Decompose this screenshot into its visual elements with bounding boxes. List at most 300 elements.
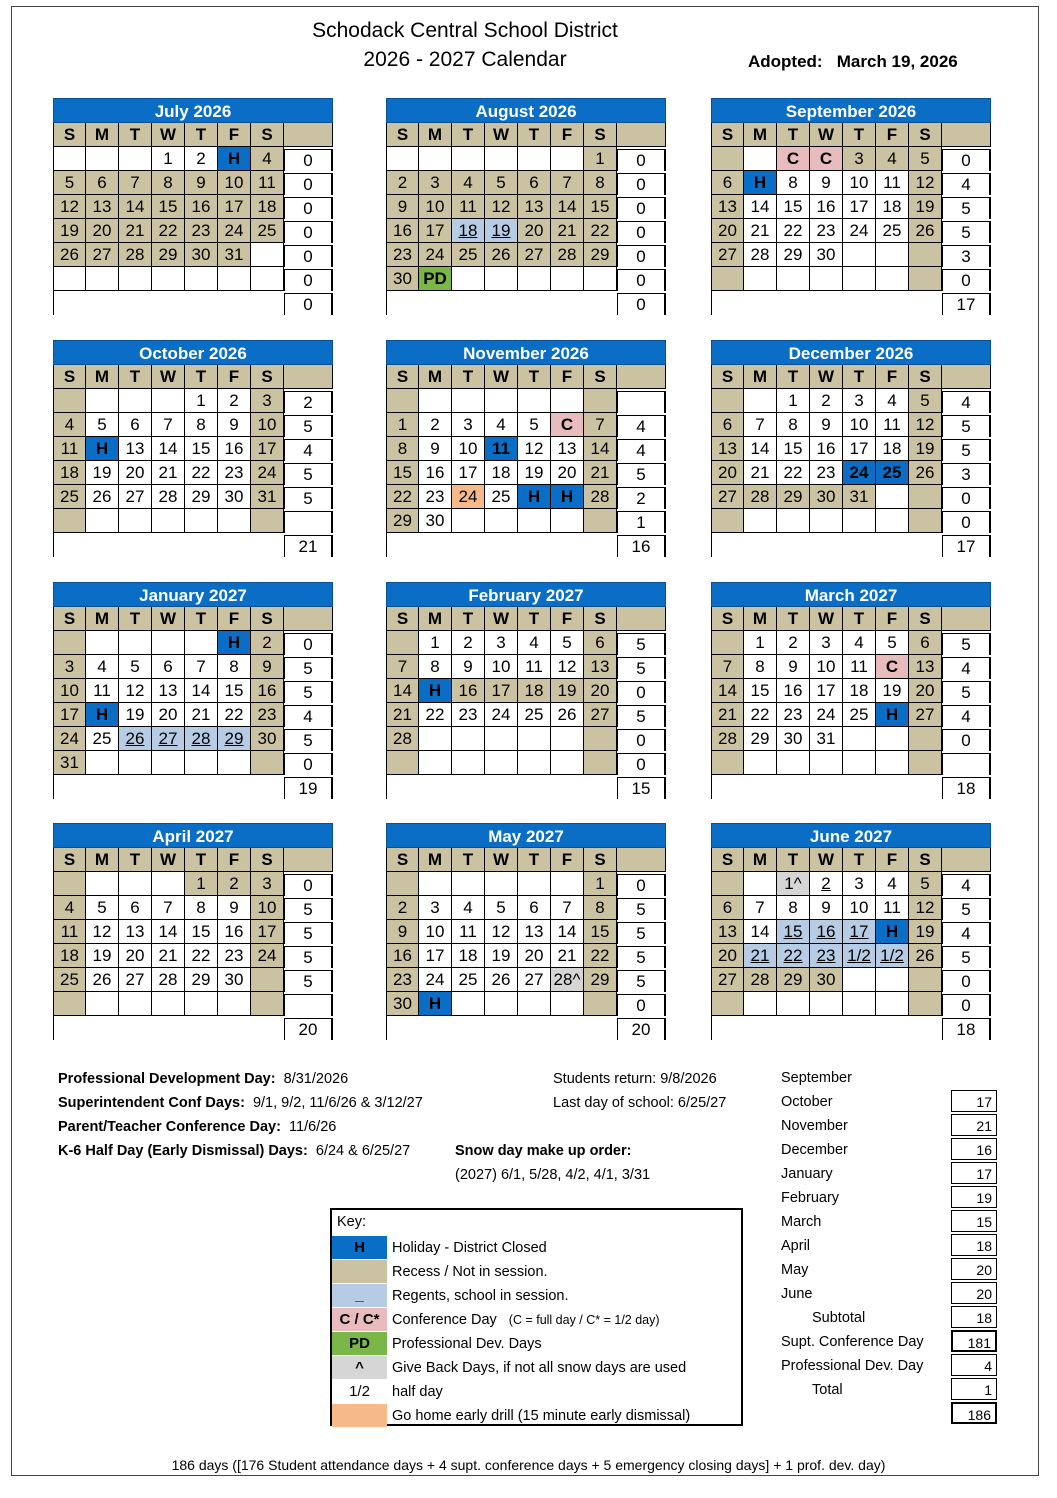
total-header [942, 607, 991, 631]
day-cell: 27 [86, 243, 119, 267]
day-cell: 29 [777, 968, 810, 992]
day-cell: 17 [419, 944, 452, 968]
day-cell: 13 [119, 437, 152, 461]
month-grid [711, 365, 991, 557]
day-cell: 7 [551, 171, 584, 195]
day-cell: H [218, 147, 251, 171]
week-total: 0 [942, 994, 991, 1016]
day-cell: 24 [810, 703, 843, 727]
month-total: 0 [284, 293, 333, 315]
day-cell: H [86, 437, 119, 461]
day-cell: 18 [452, 944, 485, 968]
day-cell: 11 [53, 920, 86, 944]
day-cell [810, 267, 843, 291]
day-cell: 11 [53, 437, 86, 461]
day-cell: 6 [711, 896, 744, 920]
day-cell: 30 [777, 727, 810, 751]
day-cell [810, 509, 843, 533]
totals-label: Subtotal [812, 1310, 866, 1326]
day-cell: 8 [152, 171, 185, 195]
blank-cell [711, 533, 744, 557]
weekday-header: T [518, 848, 551, 872]
month-header: May 2027 [386, 823, 666, 848]
week-total: 5 [617, 633, 666, 655]
day-cell: 25 [485, 485, 518, 509]
weekday-header: S [386, 607, 419, 631]
weekday-header: T [452, 848, 485, 872]
day-cell [452, 751, 485, 775]
blank-cell [86, 291, 119, 315]
week-total [284, 511, 333, 533]
weekday-header: S [711, 123, 744, 147]
day-cell [86, 992, 119, 1016]
weekday-header: S [711, 848, 744, 872]
day-cell: 25 [251, 219, 284, 243]
day-cell: 22 [584, 944, 617, 968]
day-cell: 2 [185, 147, 218, 171]
day-cell: 20 [119, 461, 152, 485]
day-cell [419, 751, 452, 775]
day-cell: 25 [518, 703, 551, 727]
day-cell: 5 [909, 389, 942, 413]
month-header: March 2027 [711, 582, 991, 607]
day-cell: 19 [485, 944, 518, 968]
day-cell: 26 [53, 243, 86, 267]
sc-label: Superintendent Conf Days: [58, 1095, 245, 1111]
weekday-header: T [452, 607, 485, 631]
blank-cell [711, 775, 744, 799]
day-cell: 17 [843, 195, 876, 219]
key-swatch: _ [332, 1284, 387, 1307]
day-cell: 4 [452, 171, 485, 195]
blank-cell [485, 533, 518, 557]
week-total: 0 [284, 149, 333, 171]
day-cell [53, 389, 86, 413]
day-cell: 9 [218, 413, 251, 437]
day-cell: 1 [185, 389, 218, 413]
weekday-header: F [551, 123, 584, 147]
day-cell [744, 992, 777, 1016]
blank-cell [152, 1016, 185, 1040]
totals-label: January [781, 1166, 833, 1182]
weekday-header: W [152, 365, 185, 389]
day-cell [711, 147, 744, 171]
blank-cell [744, 775, 777, 799]
month-november-2026 [386, 340, 666, 557]
blank-cell [218, 775, 251, 799]
day-cell: C [551, 413, 584, 437]
day-cell: 7 [584, 413, 617, 437]
day-cell [876, 751, 909, 775]
day-cell [909, 485, 942, 509]
blank-cell [909, 533, 942, 557]
totals-value: 16 [951, 1138, 997, 1160]
week-total: 2 [617, 487, 666, 509]
day-cell: 27 [909, 703, 942, 727]
day-cell [119, 509, 152, 533]
day-cell [584, 751, 617, 775]
day-cell: H [419, 992, 452, 1016]
day-cell: 27 [518, 968, 551, 992]
month-grid [53, 848, 333, 1040]
day-cell: 14 [551, 920, 584, 944]
day-cell: 7 [152, 896, 185, 920]
day-cell: 27 [119, 968, 152, 992]
day-cell [744, 751, 777, 775]
day-cell [744, 872, 777, 896]
day-cell: 9 [452, 655, 485, 679]
day-cell: 1 [584, 147, 617, 171]
week-total: 5 [284, 415, 333, 437]
month-grid [711, 607, 991, 799]
day-cell: 24 [53, 727, 86, 751]
day-cell: 29 [185, 968, 218, 992]
month-january-2027 [53, 582, 333, 799]
day-cell: 26 [86, 485, 119, 509]
day-cell: 28 [152, 485, 185, 509]
month-header: December 2026 [711, 340, 991, 365]
weekday-header: T [119, 123, 152, 147]
day-cell: 17 [485, 679, 518, 703]
day-cell [584, 509, 617, 533]
blank-cell [185, 1016, 218, 1040]
week-total: 4 [284, 705, 333, 727]
day-cell: 12 [909, 171, 942, 195]
day-cell: 29 [218, 727, 251, 751]
day-cell: H [744, 171, 777, 195]
day-cell [419, 727, 452, 751]
blank-cell [876, 533, 909, 557]
day-cell: 26 [909, 461, 942, 485]
day-cell: 24 [419, 968, 452, 992]
day-cell: 9 [777, 655, 810, 679]
day-cell [119, 631, 152, 655]
last-day: Last day of school: 6/25/27 [553, 1095, 727, 1111]
day-cell: 9 [386, 195, 419, 219]
day-cell [119, 751, 152, 775]
blank-cell [551, 533, 584, 557]
month-total: 19 [284, 777, 333, 799]
adopted-date: Adopted: March 19, 2026 [748, 52, 958, 71]
blank-cell [119, 291, 152, 315]
weekday-header: M [86, 365, 119, 389]
day-cell: 17 [218, 195, 251, 219]
day-cell: 17 [843, 437, 876, 461]
weekday-header: S [584, 607, 617, 631]
day-cell: 24 [218, 219, 251, 243]
weekday-header: T [777, 365, 810, 389]
day-cell [251, 243, 284, 267]
day-cell: 10 [251, 413, 284, 437]
day-cell: 22 [218, 703, 251, 727]
week-total [617, 391, 666, 413]
month-header: June 2027 [711, 823, 991, 848]
blank-cell [551, 775, 584, 799]
blank-cell [386, 1016, 419, 1040]
day-cell: 28 [119, 243, 152, 267]
day-cell: 5 [909, 147, 942, 171]
day-cell: 25 [53, 968, 86, 992]
blank-cell [551, 291, 584, 315]
week-total: 4 [617, 415, 666, 437]
day-cell [53, 267, 86, 291]
day-cell: 26 [485, 968, 518, 992]
day-cell: 15 [777, 920, 810, 944]
day-cell [551, 872, 584, 896]
day-cell: 16 [386, 944, 419, 968]
weekday-header: S [53, 365, 86, 389]
pd-label: Professional Development Day: [58, 1071, 276, 1087]
totals-label: February [781, 1190, 840, 1206]
day-cell: 14 [744, 920, 777, 944]
day-cell: 31 [251, 485, 284, 509]
day-cell: 20 [518, 944, 551, 968]
day-cell [843, 992, 876, 1016]
day-cell: 27 [518, 243, 551, 267]
week-total: 0 [284, 874, 333, 896]
weekday-header: W [152, 848, 185, 872]
blank-cell [909, 291, 942, 315]
day-cell: 29 [777, 243, 810, 267]
day-cell: 30 [810, 968, 843, 992]
month-grid [53, 365, 333, 557]
blank-cell [53, 533, 86, 557]
blank-cell [711, 1016, 744, 1040]
day-cell: 2 [218, 872, 251, 896]
blank-cell [53, 1016, 86, 1040]
weekday-header: S [53, 123, 86, 147]
day-cell [744, 267, 777, 291]
week-total: 0 [617, 269, 666, 291]
day-cell: 22 [185, 461, 218, 485]
day-cell [810, 751, 843, 775]
key-title: Key: [337, 1214, 367, 1230]
day-cell: 19 [876, 679, 909, 703]
day-cell: 21 [744, 944, 777, 968]
day-cell: 30 [185, 243, 218, 267]
day-cell: 3 [419, 171, 452, 195]
day-cell: 27 [584, 703, 617, 727]
day-cell: 12 [551, 655, 584, 679]
month-august-2026 [386, 98, 666, 315]
day-cell: 5 [551, 631, 584, 655]
day-cell: 23 [810, 461, 843, 485]
day-cell: 25 [452, 968, 485, 992]
calendar-year: 2026 - 2027 Calendar [363, 48, 567, 71]
day-cell: 28 [744, 485, 777, 509]
totals-value: 18 [951, 1234, 997, 1256]
day-cell: 17 [810, 679, 843, 703]
day-cell: 18 [876, 437, 909, 461]
weekday-header: S [584, 365, 617, 389]
day-cell: 11 [876, 413, 909, 437]
day-cell: 9 [810, 171, 843, 195]
totals-label: October [781, 1094, 833, 1110]
weekday-header: W [810, 848, 843, 872]
day-cell: 18 [843, 679, 876, 703]
month-grid [386, 123, 666, 315]
week-total: 5 [942, 681, 991, 703]
weekday-header: F [218, 123, 251, 147]
day-cell: 30 [386, 992, 419, 1016]
weekday-header: W [485, 848, 518, 872]
day-cell: 25 [53, 485, 86, 509]
week-total: 5 [284, 970, 333, 992]
day-cell [485, 727, 518, 751]
day-cell [876, 992, 909, 1016]
weekday-header: S [53, 848, 86, 872]
day-cell [218, 267, 251, 291]
blank-cell [843, 775, 876, 799]
day-cell: 27 [711, 243, 744, 267]
weekday-header: M [744, 365, 777, 389]
day-cell: 9 [218, 896, 251, 920]
key-swatch [332, 1404, 387, 1427]
day-cell: 16 [251, 679, 284, 703]
blank-cell [584, 1016, 617, 1040]
day-cell: 6 [86, 171, 119, 195]
day-cell: 21 [551, 944, 584, 968]
day-cell: 6 [711, 413, 744, 437]
day-cell: 25 [452, 243, 485, 267]
day-cell: H [518, 485, 551, 509]
weekday-header: M [744, 848, 777, 872]
totals-value: 186 [951, 1402, 997, 1424]
month-grid [711, 123, 991, 315]
day-cell: 30 [810, 243, 843, 267]
day-cell: 15 [777, 195, 810, 219]
day-cell [584, 389, 617, 413]
day-cell: 26 [485, 243, 518, 267]
day-cell: 17 [452, 461, 485, 485]
day-cell [53, 147, 86, 171]
day-cell: 14 [185, 679, 218, 703]
day-cell: 7 [386, 655, 419, 679]
day-cell: 3 [843, 389, 876, 413]
totals-value: 17 [951, 1090, 997, 1112]
day-cell: 28 [744, 968, 777, 992]
day-cell [843, 267, 876, 291]
day-cell [518, 992, 551, 1016]
key-row [332, 1284, 741, 1308]
blank-cell [584, 291, 617, 315]
day-cell: H [876, 920, 909, 944]
weekday-header: F [218, 848, 251, 872]
day-cell: 20 [518, 219, 551, 243]
day-cell [777, 992, 810, 1016]
totals-value: 21 [951, 1114, 997, 1136]
day-cell: 3 [251, 872, 284, 896]
day-cell: 1 [386, 413, 419, 437]
totals-label: September [781, 1070, 852, 1086]
day-cell [909, 727, 942, 751]
week-total: 5 [617, 970, 666, 992]
weekday-header: W [485, 123, 518, 147]
day-cell: 7 [744, 896, 777, 920]
day-cell [744, 509, 777, 533]
day-cell [86, 631, 119, 655]
day-cell: 13 [584, 655, 617, 679]
day-cell: H [876, 703, 909, 727]
day-cell: 8 [185, 896, 218, 920]
day-cell [452, 267, 485, 291]
day-cell: 4 [452, 896, 485, 920]
day-cell: 28 [185, 727, 218, 751]
legend-key [330, 1208, 743, 1426]
day-cell: 23 [810, 944, 843, 968]
blank-cell [711, 291, 744, 315]
day-cell [53, 509, 86, 533]
day-cell: 14 [551, 195, 584, 219]
day-cell: 14 [584, 437, 617, 461]
day-cell: 22 [419, 703, 452, 727]
day-cell: 15 [744, 679, 777, 703]
half-label: K-6 Half Day (Early Dismissal) Days: [58, 1143, 308, 1159]
day-cell: 10 [843, 413, 876, 437]
day-cell [843, 968, 876, 992]
week-total: 0 [942, 729, 991, 751]
day-cell [876, 267, 909, 291]
day-cell: 10 [843, 896, 876, 920]
key-row [332, 1308, 741, 1332]
day-cell [909, 243, 942, 267]
week-total: 4 [942, 391, 991, 413]
day-cell: 3 [452, 413, 485, 437]
weekday-header: W [485, 607, 518, 631]
day-cell [152, 992, 185, 1016]
day-cell [551, 147, 584, 171]
week-total: 5 [284, 946, 333, 968]
day-cell: 24 [485, 703, 518, 727]
day-cell: 5 [86, 896, 119, 920]
day-cell: 4 [876, 872, 909, 896]
day-cell: 4 [876, 147, 909, 171]
weekday-header: T [119, 365, 152, 389]
day-cell: 22 [744, 703, 777, 727]
day-cell: 13 [711, 920, 744, 944]
day-cell: 26 [86, 968, 119, 992]
blank-cell [810, 775, 843, 799]
day-cell [485, 147, 518, 171]
day-cell: 19 [518, 461, 551, 485]
day-cell: 9 [386, 920, 419, 944]
blank-cell [909, 775, 942, 799]
day-cell [518, 267, 551, 291]
blank-cell [777, 775, 810, 799]
day-cell: 7 [152, 413, 185, 437]
blank-cell [843, 1016, 876, 1040]
weekday-header: T [119, 607, 152, 631]
day-cell: 14 [152, 437, 185, 461]
day-cell: 17 [251, 920, 284, 944]
blank-cell [185, 533, 218, 557]
day-cell: 4 [876, 389, 909, 413]
day-cell: 13 [711, 195, 744, 219]
day-cell: C [876, 655, 909, 679]
totals-value: 4 [951, 1354, 997, 1376]
day-cell [551, 267, 584, 291]
month-total: 18 [942, 1018, 991, 1040]
day-cell: 29 [744, 727, 777, 751]
day-cell [551, 389, 584, 413]
day-cell: 2 [810, 389, 843, 413]
week-total: 0 [617, 173, 666, 195]
week-total: 3 [942, 463, 991, 485]
blank-cell [485, 1016, 518, 1040]
day-cell: 11 [452, 195, 485, 219]
weekday-header: M [419, 365, 452, 389]
day-cell: 24 [843, 219, 876, 243]
